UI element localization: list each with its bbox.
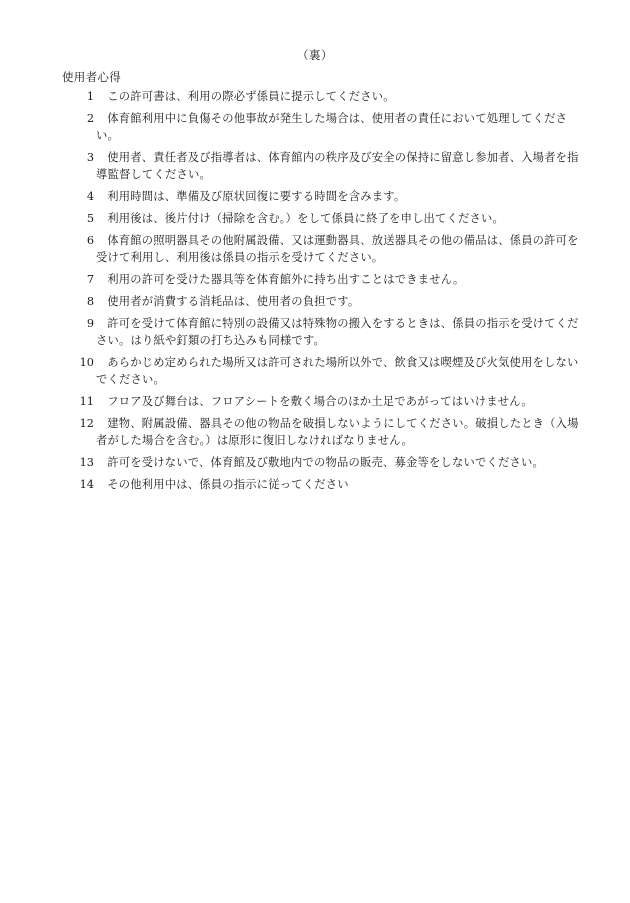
rule-number: 6 xyxy=(86,234,94,247)
rules-list xyxy=(62,88,582,498)
rule-number: 11 xyxy=(79,395,94,408)
rule-item xyxy=(62,293,582,310)
rule-text: 許可を受けて体育館に特別の設備又は特殊物の搬入をするときは、係員の指示を受けてください。はり紙や釘類の打ち込みも同様です。 xyxy=(96,317,579,347)
rule-item xyxy=(62,188,582,205)
rule-item xyxy=(62,88,582,105)
rule-text: 建物、附属設備、器具その他の物品を破損しないようにしてください。破損したとき（入場者がした場合を含む。）は原形に復旧しなければなりません。 xyxy=(96,417,579,447)
rule-item xyxy=(62,415,582,449)
rule-text: 体育館利用中に負傷その他事故が発生した場合は、使用者の責任において処理してください。 xyxy=(96,112,568,142)
rule-text: その他利用中は、係員の指示に従ってください xyxy=(107,478,349,491)
rule-text: この許可書は、利用の際必ず係員に提示してください。 xyxy=(107,90,395,103)
rule-item xyxy=(62,271,582,288)
rule-text: あらかじめ定められた場所又は許可された場所以外で、飲食又は喫煙及び火気使用をしないでください。 xyxy=(96,356,579,386)
rule-text: フロア及び舞台は、フロアシートを敷く場合のほか土足であがってはいけません。 xyxy=(107,395,533,408)
rule-text: 体育館の照明器具その他附属設備、又は運動器具、放送器具その他の備品は、係員の許可を受けて利用し、利用後は係員の指示を受けてください。 xyxy=(96,234,579,264)
rule-item xyxy=(62,232,582,266)
rule-item xyxy=(62,454,582,471)
rule-number: 4 xyxy=(86,190,94,203)
rule-item xyxy=(62,354,582,388)
rule-text: 使用者、責任者及び指導者は、体育館内の秩序及び安全の保持に留意し参加者、入場者を指導監督してください。 xyxy=(96,151,579,181)
rule-item xyxy=(62,149,582,183)
rule-text: 許可を受けないで、体育館及び敷地内での物品の販売、募金等をしないでください。 xyxy=(107,456,544,469)
rule-text: 使用者が消費する消耗品は、使用者の負担です。 xyxy=(107,295,360,308)
rule-number: 9 xyxy=(86,317,94,330)
rule-number: 13 xyxy=(79,456,94,469)
page-side-label: （裏） xyxy=(297,48,333,62)
rule-number: 5 xyxy=(86,212,94,225)
rule-text: 利用の許可を受けた器具等を体育館外に持ち出すことはできません。 xyxy=(107,273,465,286)
rule-number: 12 xyxy=(79,417,94,430)
rule-number: 2 xyxy=(86,112,94,125)
rule-item xyxy=(62,393,582,410)
rule-number: 8 xyxy=(86,295,94,308)
rule-number: 10 xyxy=(79,356,94,369)
rule-number: 14 xyxy=(79,478,94,491)
rule-item xyxy=(62,110,582,144)
rule-item xyxy=(62,210,582,227)
rule-number: 1 xyxy=(86,90,94,103)
rule-text: 利用後は、後片付け（掃除を含む。）をして係員に終了を申し出てください。 xyxy=(107,212,505,225)
rule-text: 利用時間は、準備及び原状回復に要する時間を含みます。 xyxy=(107,190,406,203)
rule-number: 7 xyxy=(86,273,94,286)
section-heading: 使用者心得 xyxy=(62,70,121,84)
rule-item xyxy=(62,315,582,349)
rule-item xyxy=(62,476,582,493)
rule-number: 3 xyxy=(86,151,94,164)
